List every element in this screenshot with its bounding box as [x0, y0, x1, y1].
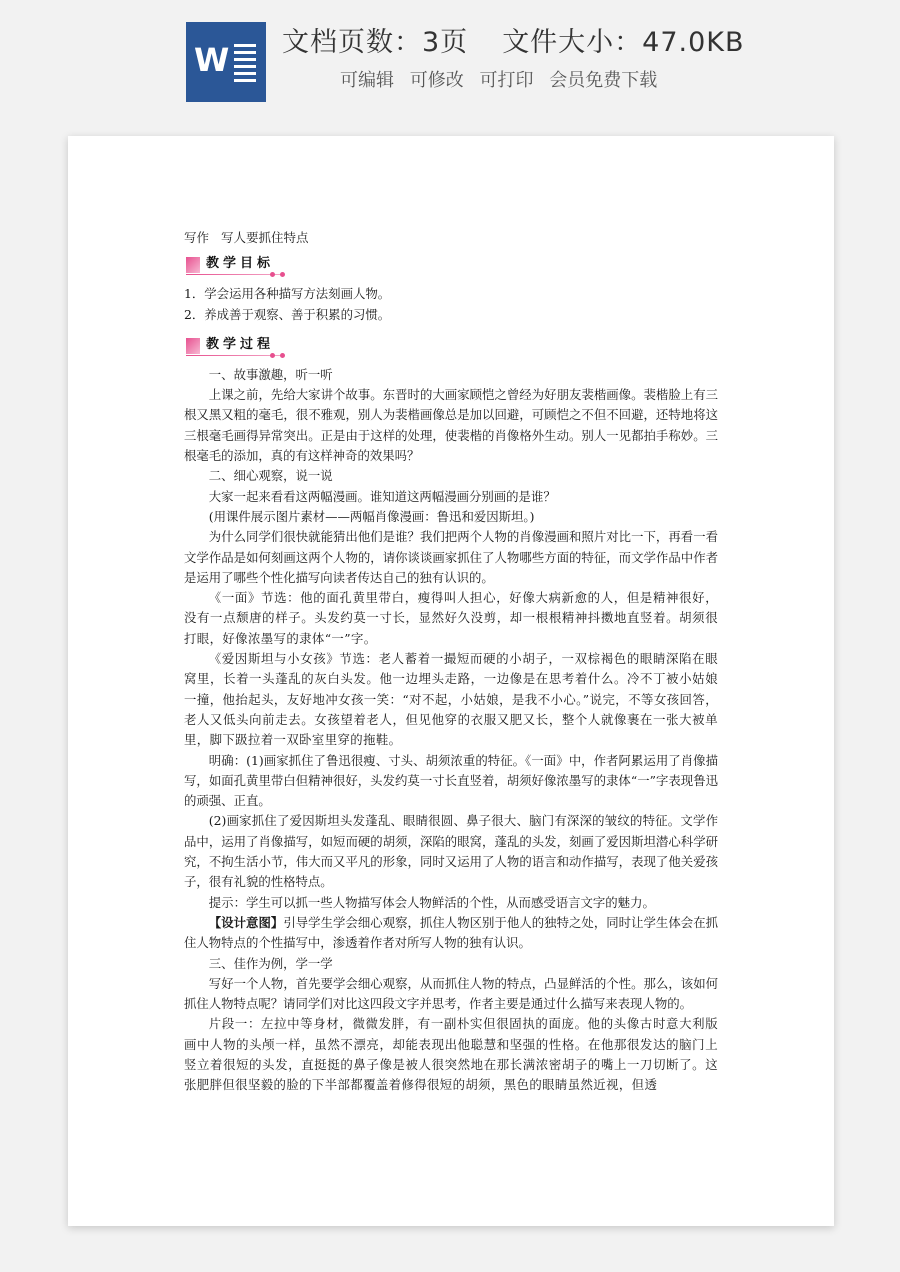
feature-printable: 可打印 [479, 70, 534, 91]
word-document-icon [186, 22, 266, 102]
paragraph: (2)画家抓住了爱因斯坦头发蓬乱、眼睛很圆、鼻子很大、脑门有深深的皱纹的特征。文学作品中，运用了肖像描写，如短而硬的胡须，深陷的眼窝，蓬乱的头发，刻画了爱因斯坦潜心科学研究，不拘生活小节，伟大而又平凡的形象，同时又运用了人物的语言和动作描写，表现了他关爱孩子，很有礼貌的性格特点。 [184, 813, 718, 890]
paragraph: 写好一个人物，首先要学会细心观察，从而抓住人物的特点，凸显鲜活的个性。那么，该如何抓住人物特点呢？请同学们对比这四段文字并思考，作者主要是通过什么描写来表现人物的。 [184, 975, 718, 1012]
page-count: 文档页数：3页 [282, 27, 469, 58]
feature-editable: 可编辑 [340, 70, 394, 91]
goal-list [184, 284, 718, 325]
excerpt-paragraph: 《爱因斯坦与小女孩》节选：老人蓄着一撮短而硬的小胡子，一双棕褐色的眼睛深陷在眼窝里，长着一头蓬乱的灰白头发。他一边埋头走路，一边像是在思考着什么。冷不丁被小姑娘一撞，他抬起头，友好地冲女孩一笑：“对不起，小姑娘，是我不小心。”说完，不等女孩回答，老人又低头向前走去。女孩望着老人，但见他穿的衣服又肥又长，整个人就像裹在一张大被单里，脚下趿拉着一双卧室里穿的拖鞋。 [184, 651, 718, 748]
excerpt-paragraph: 片段一：左拉中等身材，微微发胖，有一副朴实但很固执的面庞。他的头像古时意大利版画中人物的头颅一样，虽然不漂亮，却能表现出他聪慧和坚强的性格。在他那很发达的脑门上竖立着很短的头发，直挺挺的鼻子像是被人很突然地在那长满浓密胡子的嘴上一刀切断了。这张肥胖但很坚毅的脸的下半部都覆盖着修得很短的胡须，黑色的眼睛虽然近视，但透 [184, 1016, 718, 1093]
section-marker-icon [186, 257, 200, 273]
feature-list [340, 66, 667, 92]
subheading: 一、故事激趣，听一听 [208, 366, 333, 382]
section-heading-goals: 教学目标 [184, 254, 718, 276]
word-icon-letter: W [194, 41, 230, 79]
section-marker-icon [186, 338, 200, 354]
download-banner [0, 0, 900, 118]
paragraph: (用课件展示图片素材——两幅肖像漫画：鲁迅和爱因斯坦。) [208, 508, 535, 524]
subheading: 二、细心观察，说一说 [208, 468, 333, 484]
document-title: 写作 写人要抓住特点 [184, 230, 309, 245]
goal-item: 2．养成善于观察、善于积累的习惯。 [184, 306, 391, 322]
subheading: 三、佳作为例，学一学 [208, 955, 333, 971]
document-content [184, 228, 718, 1096]
design-intent-paragraph: 【设计意图】引导学生学会细心观察，抓住人物区别于他人的独特之处，同时让学生体会在抓住人物特点的个性描写中，渗透着作者对所写人物的独有认识。 [184, 914, 719, 951]
paragraph: 上课之前，先给大家讲个故事。东晋时的大画家顾恺之曾经为好朋友裴楷画像。裴楷脸上有三根又黑又粗的毫毛，很不雅观，别人为裴楷画像总是加以回避，可顾恺之不但不回避，还特地将这三根毫毛画得异常突出。正是由于这样的处理，使裴楷的肖像格外生动。别人一见都拍手称妙。三根毫毛的添加，真的有这样神奇的效果吗？ [184, 387, 718, 464]
excerpt-paragraph: 《一面》节选：他的面孔黄里带白，瘦得叫人担心，好像大病新愈的人，但是精神很好，没有一点颓唐的样子。头发约莫一寸长，显然好久没剪，却一根根精神抖擞地直竖着。胡须很打眼，好像浓墨写的隶体“一”字。 [184, 590, 718, 646]
goal-item: 1．学会运用各种描写方法刻画人物。 [184, 286, 391, 302]
document-page [68, 136, 834, 1226]
paragraph: 为什么同学们很快就能猜出他们是谁？我们把两个人物的肖像漫画和照片对比一下，再看一看文学作品是如何刻画这两个人物的，请你谈谈画家抓住了人物哪些方面的特征，而文学作品中作者是运用了哪些个性化描写向读者传达自己的独有认识的。 [184, 529, 718, 585]
paragraph: 明确：(1)画家抓住了鲁迅很瘦、寸头、胡须浓重的特征。《一面》中，作者阿累运用了肖像描写，如面孔黄里带白但精神很好，头发约莫一寸长直竖着，胡须好像浓墨写的隶体“一”字表现鲁迅的顽强、正直。 [184, 752, 718, 809]
paragraph: 提示：学生可以抓一些人物描写体会人物鲜活的个性，从而感受语言文字的魅力。 [208, 894, 655, 910]
feature-member-download: 会员免费下载 [549, 70, 658, 91]
feature-modifiable: 可修改 [409, 70, 464, 91]
paragraph: 大家一起来看看这两幅漫画。谁知道这两幅漫画分别画的是谁？ [208, 488, 556, 504]
section-heading-process: 教学过程 [184, 335, 718, 357]
design-intent-label: 【设计意图】 [208, 914, 284, 930]
document-body [184, 365, 718, 1096]
file-info [282, 20, 745, 59]
file-size: 文件大小：47.0KB [502, 27, 745, 58]
